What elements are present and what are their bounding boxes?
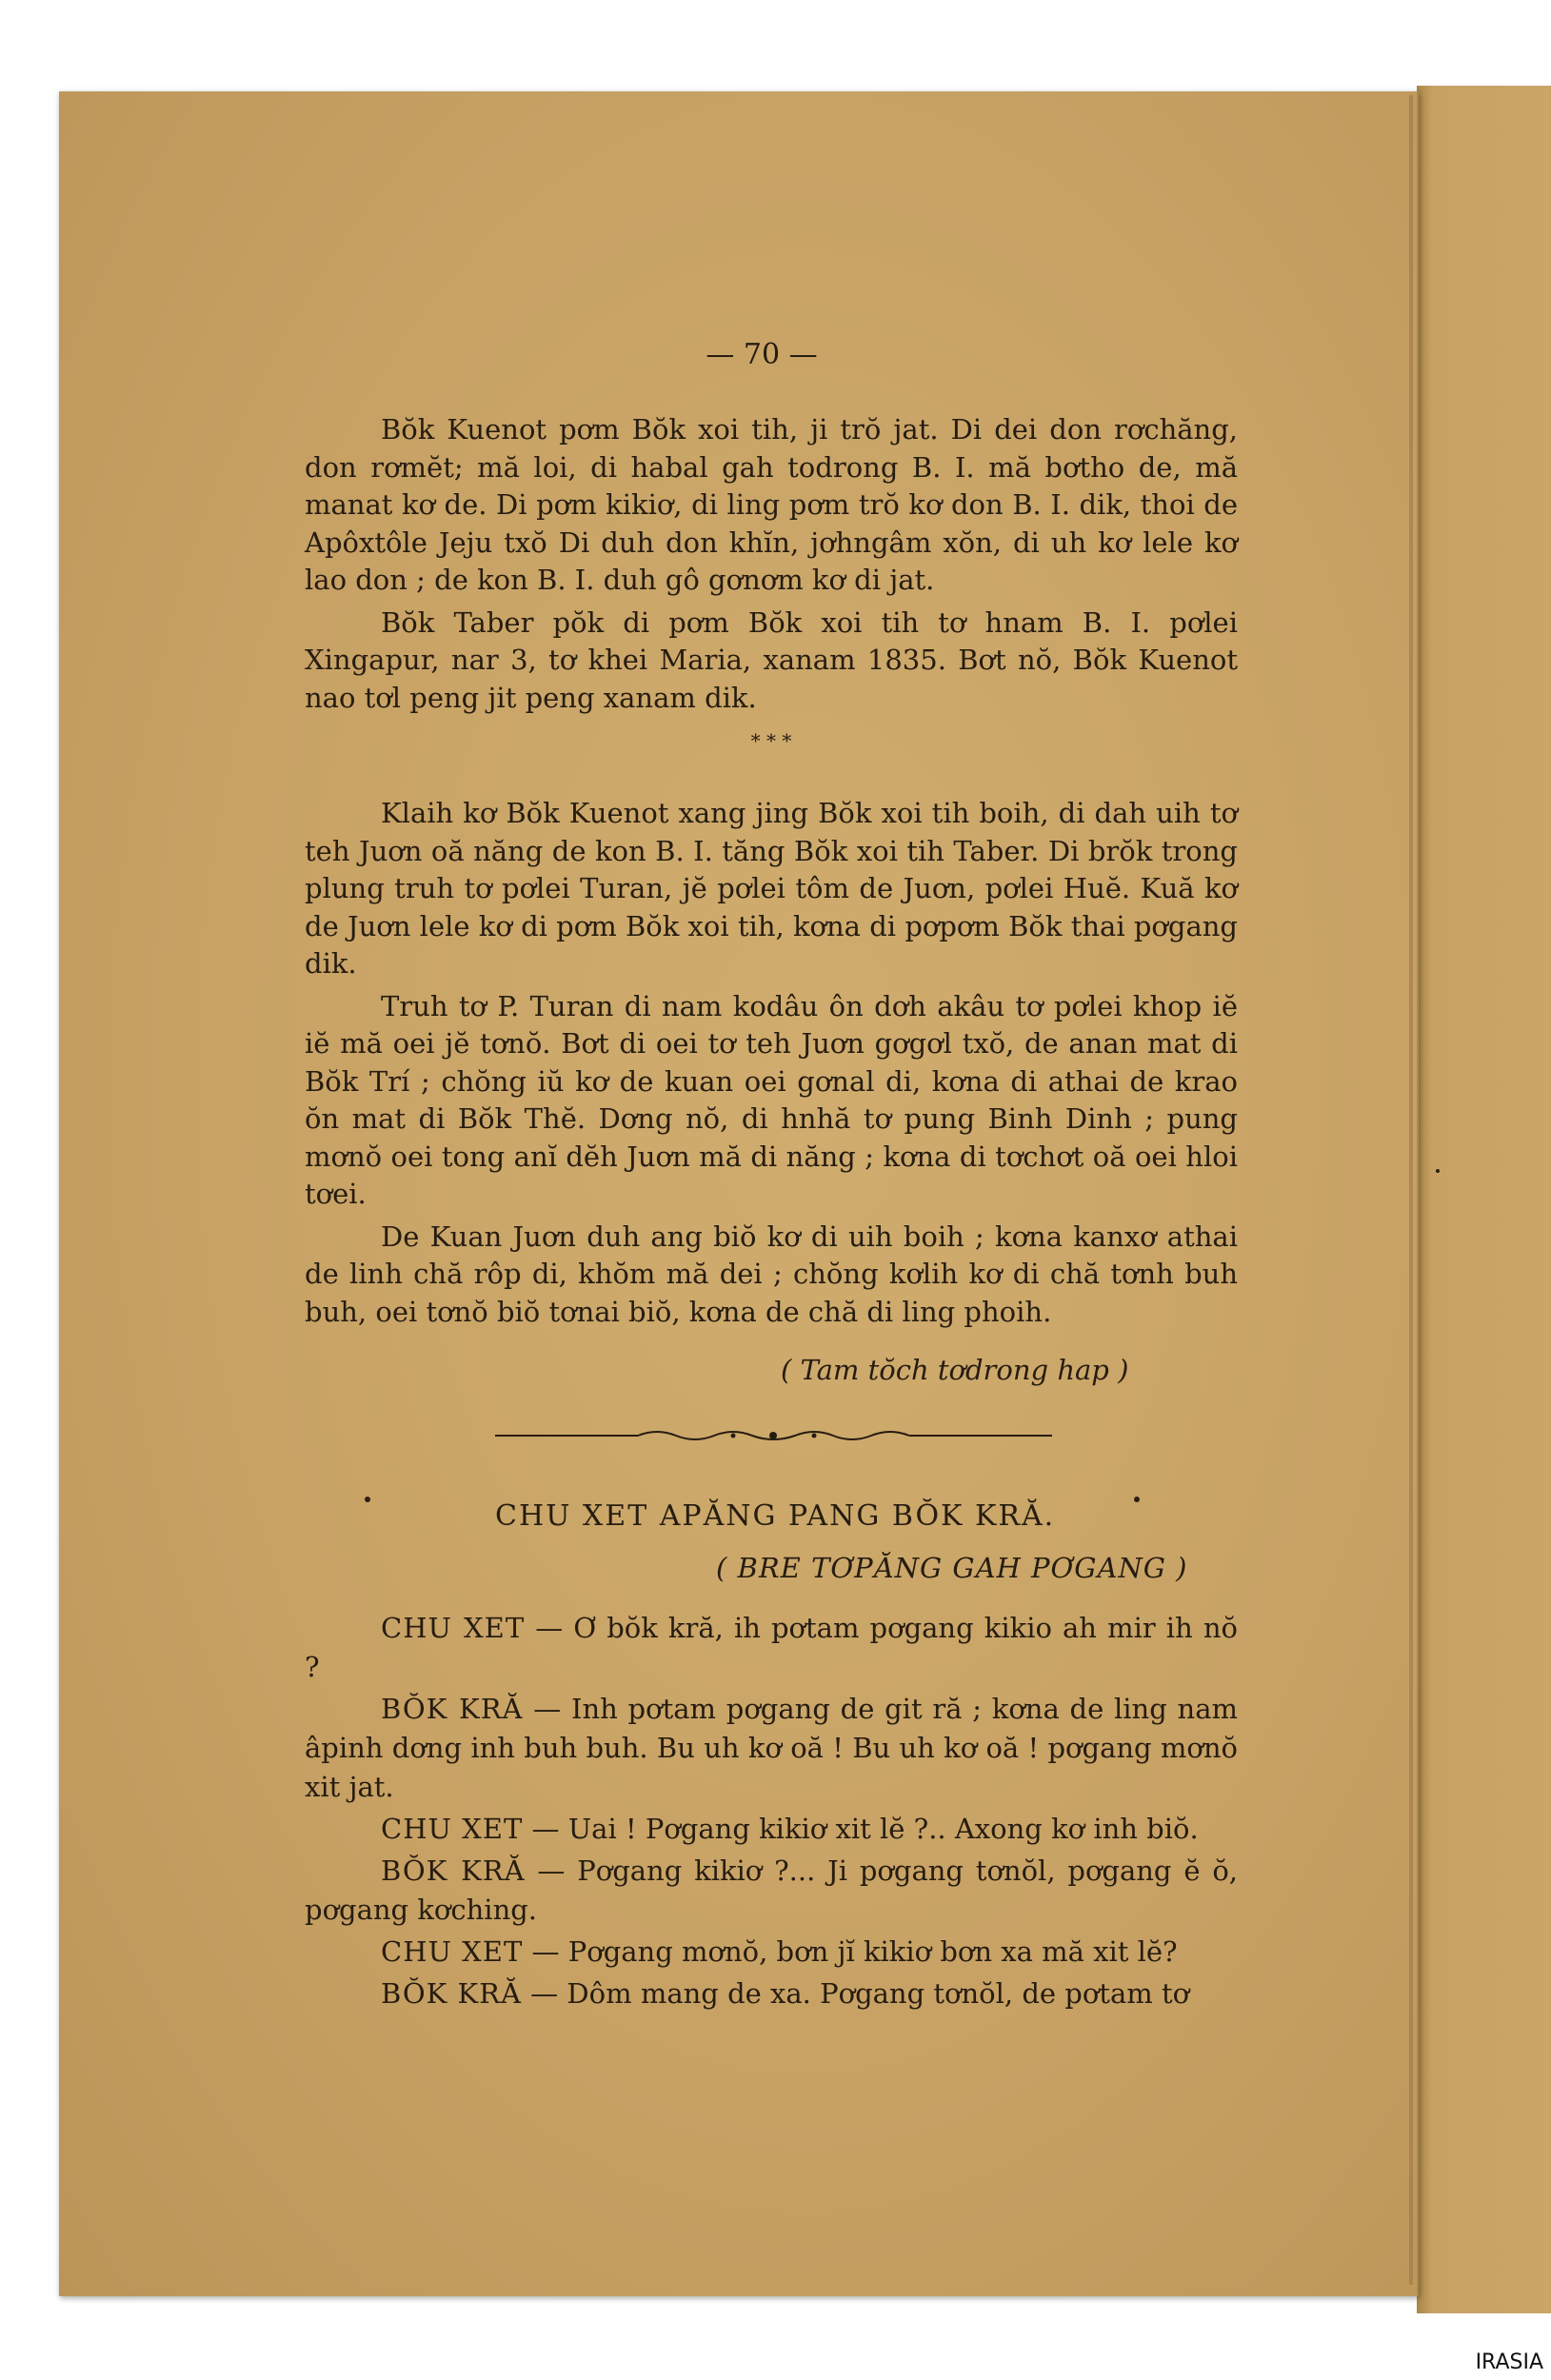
dialogue-line xyxy=(305,1810,1238,1849)
ink-speck xyxy=(365,1497,370,1502)
dialogue-line xyxy=(305,1609,1238,1687)
dialogue-text: — Inh pơtam pơgang de git ră ; kơna de ling nam âpinh dơng inh buh buh. Bu uh kơ oă ! Bu uh kơ oă ! pơgang mơnŏ xit jat. xyxy=(305,1693,1238,1803)
page-number: — 70 — xyxy=(706,338,818,371)
dialogue-text: — Pơgang kikiơ ?... Ji pơgang tơnŏl, pơgang ĕ ŏ, pơgang kơching. xyxy=(305,1854,1238,1926)
paragraph: Bŏk Kuenot pơm Bŏk xoi tih, ji trŏ jat. Di dei don rơchăng, don rơmĕt; mă loi, di habal gah todrong B. I. mă bơtho de, mă manat kơ de. Di pơm kikiơ, di ling pơm trŏ kơ don B. I. dik, thoi de Apôxtôle Jeju txŏ Di duh don khĭn, jơhngâm xŏn, di uh kơ lele kơ lao don ; de kon B. I. duh gô gơnơm kơ di jat. xyxy=(305,413,1238,596)
watermark: IRASIA xyxy=(1475,2350,1543,2374)
page-gutter xyxy=(1409,95,1413,2285)
paragraph: Truh tơ P. Turan di nam kodâu ôn dơh akâu tơ pơlei khop iĕ iĕ mă oei jĕ tơnŏ. Bơt di oei tơ teh Juơn gơgơl txŏ, de anan mat di Bŏk Trí ; chŏng iŭ kơ de kuan oei gơnal di, kơna di athai de krao ŏn mat di Bŏk Thĕ. Dơng nŏ, di hnhă tơ pung Binh Dinh ; pung mơnŏ oei tong anĭ dĕh Juơn mă di năng ; kơna di tơchơt oă oei hloi tơei. xyxy=(305,989,1238,1210)
speaker-name: CHU XET xyxy=(381,1813,524,1845)
dialogue-line xyxy=(305,1933,1238,1972)
ink-speck xyxy=(1436,1169,1440,1173)
dialogue-text: — Ơ bŏk kră, ih pơtam pơgang kikio ah mir ih nŏ ? xyxy=(305,1612,1238,1683)
dialogue-text: — Dôm mang de xa. Pơgang tơnŏl, de pơtam tơ xyxy=(521,1977,1190,2010)
dialogue-text: — Pơgang mơnŏ, bơn jĭ kikiơ bơn xa mă xit lĕ? xyxy=(523,1935,1178,1968)
ink-speck xyxy=(1134,1497,1140,1502)
speaker-name: BŎK KRĂ xyxy=(381,1693,524,1725)
dialogue-text: — Uai ! Pơgang kikiơ xit lĕ ?.. Axong kơ inh biŏ. xyxy=(523,1813,1199,1845)
article-continuation xyxy=(305,411,1238,722)
asterism-separator: * * * xyxy=(750,729,792,752)
dialogue xyxy=(305,1609,1238,2016)
section-title: CHU XET APĂNG PANG BŎK KRĂ. xyxy=(495,1499,1056,1533)
dialogue-line xyxy=(305,1690,1238,1807)
speaker-name: BŎK KRĂ xyxy=(381,1977,522,2010)
next-page-edge xyxy=(1417,86,1551,2313)
speaker-name: BŎK KRĂ xyxy=(381,1854,526,1887)
article-body xyxy=(305,795,1238,1336)
dialogue-line xyxy=(305,1852,1238,1930)
speaker-name: CHU XET xyxy=(381,1935,524,1968)
paragraph: Klaih kơ Bŏk Kuenot xang jing Bŏk xoi tih boih, di dah uih tơ teh Juơn oă năng de kon B. I. tăng Bŏk xoi tih Taber. Di brŏk trong plung truh tơ pơlei Turan, jĕ pơlei tôm de Juơn, pơlei Huĕ. Kuă kơ de Juơn lele kơ di pơm Bŏk xoi tih, kơna di pơpơm Bŏk thai pơgang dik. xyxy=(305,797,1238,980)
speaker-name: CHU XET xyxy=(381,1612,526,1644)
paragraph: Bŏk Taber pŏk di pơm Bŏk xoi tih tơ hnam B. I. pơlei Xingapur, nar 3, tơ khei Maria, xanam 1835. Bơt nŏ, Bŏk Kuenot nao tơl peng jit peng xanam dik. xyxy=(305,605,1238,714)
section-subtitle: ( BRE TƠPĂNG GAH PƠGANG ) xyxy=(716,1552,1188,1584)
ornamental-divider xyxy=(495,1426,1052,1445)
dialogue-line xyxy=(305,1974,1238,2013)
paragraph: De Kuan Juơn duh ang biŏ kơ di uih boih ; kơna kanxơ athai de linh chă rôp di, khŏm mă dei ; chŏng kơlih kơ di chă tơnh buh buh, oei tơnŏ biŏ tơnai biŏ, kơna de chă di ling phoih. xyxy=(305,1220,1238,1328)
to-be-continued-note: ( Tam tŏch tơdrong hap ) xyxy=(781,1354,1129,1386)
